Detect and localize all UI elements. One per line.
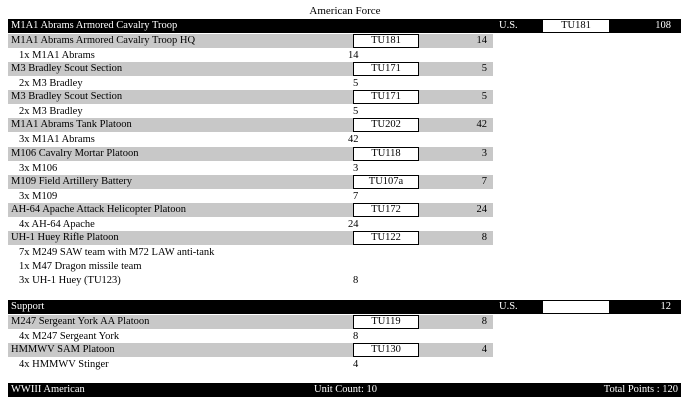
footer-total-points: Total Points : 120 xyxy=(603,384,678,395)
unit-points: 5 xyxy=(481,91,487,102)
unit-name: M109 Field Artillery Battery xyxy=(11,176,133,187)
unit-code-box: TU130 xyxy=(353,343,419,357)
unit-detail: 7x M249 SAW team with M72 LAW anti-tank xyxy=(19,247,215,258)
unit-detail: 3x M109 xyxy=(19,191,58,202)
unit-row xyxy=(8,147,493,161)
unit-points: 14 xyxy=(476,35,487,46)
force-points: 108 xyxy=(655,20,671,31)
unit-code-box: TU181 xyxy=(353,34,419,48)
footer-unit-count: Unit Count: 10 xyxy=(314,384,378,395)
unit-name: AH-64 Apache Attack Helicopter Platoon xyxy=(11,204,186,215)
unit-detail: 1x M47 Dragon missile team xyxy=(19,261,142,272)
unit-detail-value: 3 xyxy=(353,163,359,174)
force-nation: U.S. xyxy=(499,20,518,31)
unit-points: 8 xyxy=(481,316,487,327)
unit-detail: 2x M3 Bradley xyxy=(19,106,83,117)
unit-name: M1A1 Abrams Armored Cavalry Troop HQ xyxy=(11,35,196,46)
unit-code-box: TU202 xyxy=(353,118,419,132)
unit-row xyxy=(8,203,493,217)
unit-detail: 3x M106 xyxy=(19,163,58,174)
unit-detail-value: 8 xyxy=(353,275,359,286)
unit-detail: 4x AH-64 Apache xyxy=(19,219,95,230)
unit-row xyxy=(8,90,493,104)
force-name: M1A1 Abrams Armored Cavalry Troop xyxy=(11,20,178,31)
unit-points: 42 xyxy=(476,119,487,130)
support-nation: U.S. xyxy=(499,301,518,312)
unit-row xyxy=(8,62,493,76)
unit-detail: 4x HMMWV Stinger xyxy=(19,359,109,370)
unit-name: M3 Bradley Scout Section xyxy=(11,63,123,74)
unit-row xyxy=(8,315,493,329)
unit-name: M247 Sergeant York AA Platoon xyxy=(11,316,150,327)
support-name: Support xyxy=(11,301,45,312)
unit-row xyxy=(8,343,493,357)
unit-code-box: TU118 xyxy=(353,147,419,161)
unit-code-box: TU122 xyxy=(353,231,419,245)
unit-code-box: TU172 xyxy=(353,203,419,217)
unit-detail-value: 7 xyxy=(353,191,359,202)
force-code-box: TU181 xyxy=(542,19,610,33)
support-header xyxy=(8,300,681,314)
unit-code-box: TU119 xyxy=(353,315,419,329)
unit-name: HMMWV SAM Platoon xyxy=(11,344,115,355)
unit-detail: 4x M247 Sergeant York xyxy=(19,331,120,342)
unit-detail-value: 4 xyxy=(353,359,359,370)
unit-name: M3 Bradley Scout Section xyxy=(11,91,123,102)
unit-detail: 2x M3 Bradley xyxy=(19,78,83,89)
footer-game: WWIII American xyxy=(11,384,85,395)
unit-detail-value: 5 xyxy=(353,106,359,117)
unit-detail-value: 24 xyxy=(348,219,359,230)
unit-code-box: TU171 xyxy=(353,62,419,76)
unit-row xyxy=(8,118,493,132)
footer-bar xyxy=(8,383,681,397)
unit-detail-value: 8 xyxy=(353,331,359,342)
unit-code-box: TU171 xyxy=(353,90,419,104)
unit-detail: 3x UH-1 Huey (TU123) xyxy=(19,275,121,286)
unit-points: 8 xyxy=(481,232,487,243)
unit-points: 4 xyxy=(481,344,487,355)
unit-name: M106 Cavalry Mortar Platoon xyxy=(11,148,139,159)
unit-points: 3 xyxy=(481,148,487,159)
unit-name: UH-1 Huey Rifle Platoon xyxy=(11,232,119,243)
force-header xyxy=(8,19,681,33)
unit-detail-value: 42 xyxy=(348,134,359,145)
unit-name: M1A1 Abrams Tank Platoon xyxy=(11,119,132,130)
page-title: American Force xyxy=(309,5,381,17)
unit-points: 7 xyxy=(481,176,487,187)
unit-row xyxy=(8,175,493,189)
unit-detail: 3x M1A1 Abrams xyxy=(19,134,95,145)
unit-points: 24 xyxy=(476,204,487,215)
unit-row xyxy=(8,231,493,245)
unit-row xyxy=(8,34,493,48)
support-points: 12 xyxy=(660,301,671,312)
unit-code-box: TU107a xyxy=(353,175,419,189)
unit-detail-value: 14 xyxy=(348,50,359,61)
support-code-box xyxy=(542,300,610,314)
unit-detail: 1x M1A1 Abrams xyxy=(19,50,95,61)
unit-points: 5 xyxy=(481,63,487,74)
unit-detail-value: 5 xyxy=(353,78,359,89)
